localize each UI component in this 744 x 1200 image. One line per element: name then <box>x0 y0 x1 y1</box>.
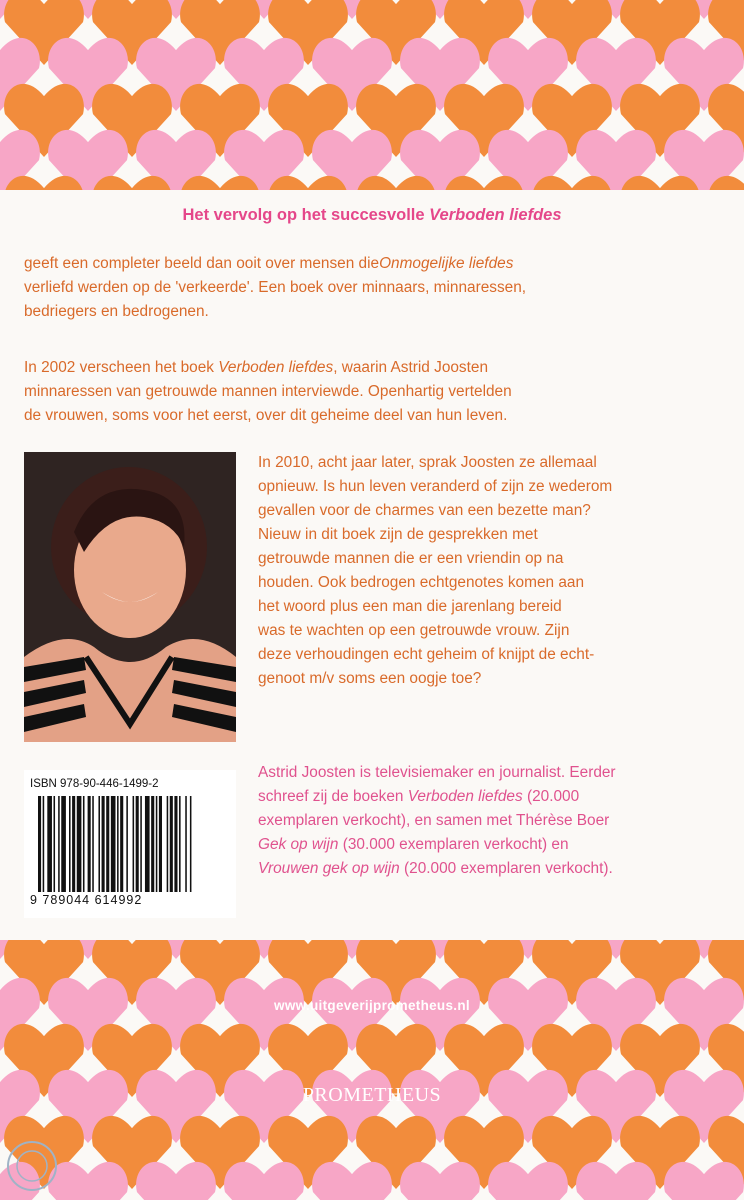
barcode-bar <box>92 796 94 892</box>
barcode-bar <box>174 796 177 892</box>
heart-pattern-bottom <box>0 940 744 1200</box>
text-line: was te wachten op een getrouwde vrouw. Zijn <box>258 622 570 639</box>
barcode-bar <box>151 796 154 892</box>
background-paragraph <box>24 356 724 428</box>
text-line: deze verhoudingen echt geheim of knijpt de echt- <box>258 646 595 663</box>
ean-digits: 9 789044 614992 <box>30 893 143 907</box>
text-line: bedriegers en bedrogenen. <box>24 303 209 320</box>
text-line: Nieuw in dit boek zijn de gesprekken met <box>258 526 538 543</box>
text-line: het woord plus een man die jarenlang bereid <box>258 598 562 615</box>
text-line: minnaressen van getrouwde mannen interviewde. Openhartig vertelden <box>24 383 512 400</box>
barcode-bar <box>190 796 192 892</box>
text-line: verliefd werden op de 'verkeerde'. Een boek over minnaars, minnaressen, <box>24 279 527 296</box>
intro-paragraph <box>24 252 724 324</box>
text-line: In 2002 verscheen het boek Verboden liefdes, waarin Astrid Joosten <box>24 359 489 376</box>
barcode-bar <box>54 796 56 892</box>
barcode-bar <box>133 796 135 892</box>
barcode-bar <box>120 796 123 892</box>
text-line: Vrouwen gek op wijn (20.000 exemplaren verkocht). <box>258 860 613 877</box>
barcode-bar <box>126 796 128 892</box>
barcode-bar <box>72 796 75 892</box>
text-line: geeft een completer beeld dan ooit over mensen dieOnmogelijke liefdes <box>24 255 514 272</box>
text-line: houden. Ook bedrogen echtgenotes komen aan <box>258 574 585 591</box>
text-line: de vrouwen, soms voor het eerst, over dit geheime deel van hun leven. <box>24 407 508 424</box>
publisher-logo: PROMETHEUS <box>302 1084 442 1106</box>
barcode-bar <box>77 796 82 892</box>
text-line: opnieuw. Is hun leven veranderd of zijn ze wederom <box>258 478 613 495</box>
text-line: gevallen voor de charmes van een bezette man? <box>258 502 591 519</box>
text-line: In 2010, acht jaar later, sprak Joosten ze allemaal <box>258 454 597 471</box>
text-line: genoot m/v soms een oogje toe? <box>258 670 482 687</box>
barcode-bar <box>38 796 41 892</box>
isbn-label: ISBN 978-90-446-1499-2 <box>30 778 159 790</box>
barcode-bar <box>159 796 162 892</box>
barcode-bar <box>185 796 187 892</box>
story-paragraph <box>258 451 738 691</box>
heart-pattern-top <box>0 0 744 190</box>
text-line: exemplaren verkocht), en samen met Thérèse Boer <box>258 812 610 829</box>
barcode-bar <box>167 796 169 892</box>
barcode-bar <box>140 796 142 892</box>
barcode-bar <box>156 796 158 892</box>
barcode-bar <box>179 796 181 892</box>
barcode-bar <box>145 796 150 892</box>
barcode-bar <box>136 796 139 892</box>
author-photo <box>24 452 236 742</box>
author-bio-paragraph <box>258 761 738 881</box>
barcode-bar <box>98 796 100 892</box>
barcode-bar <box>111 796 116 892</box>
barcode-bar <box>61 796 66 892</box>
watermark-seal <box>6 1140 58 1192</box>
text-line: getrouwde mannen die er een vriendin op na <box>258 550 564 567</box>
barcode-bar <box>117 796 119 892</box>
barcode-bar <box>88 796 91 892</box>
barcode-bar <box>83 796 85 892</box>
barcode-bar <box>106 796 109 892</box>
tagline: Het vervolg op het succesvolle Verboden liefdes <box>182 206 562 224</box>
barcode-bar <box>47 796 52 892</box>
barcode-bar <box>69 796 71 892</box>
text-line: Gek op wijn (30.000 exemplaren verkocht) en <box>258 836 569 853</box>
text-line: Astrid Joosten is televisiemaker en journalist. Eerder <box>258 764 616 781</box>
barcode-bar <box>43 796 45 892</box>
barcode <box>38 796 228 892</box>
text-line: schreef zij de boeken Verboden liefdes (20.000 <box>258 788 580 805</box>
publisher-website: www.uitgeverijprometheus.nl <box>274 998 470 1013</box>
barcode-bar <box>102 796 105 892</box>
barcode-bar <box>170 796 173 892</box>
barcode-bar <box>58 796 60 892</box>
